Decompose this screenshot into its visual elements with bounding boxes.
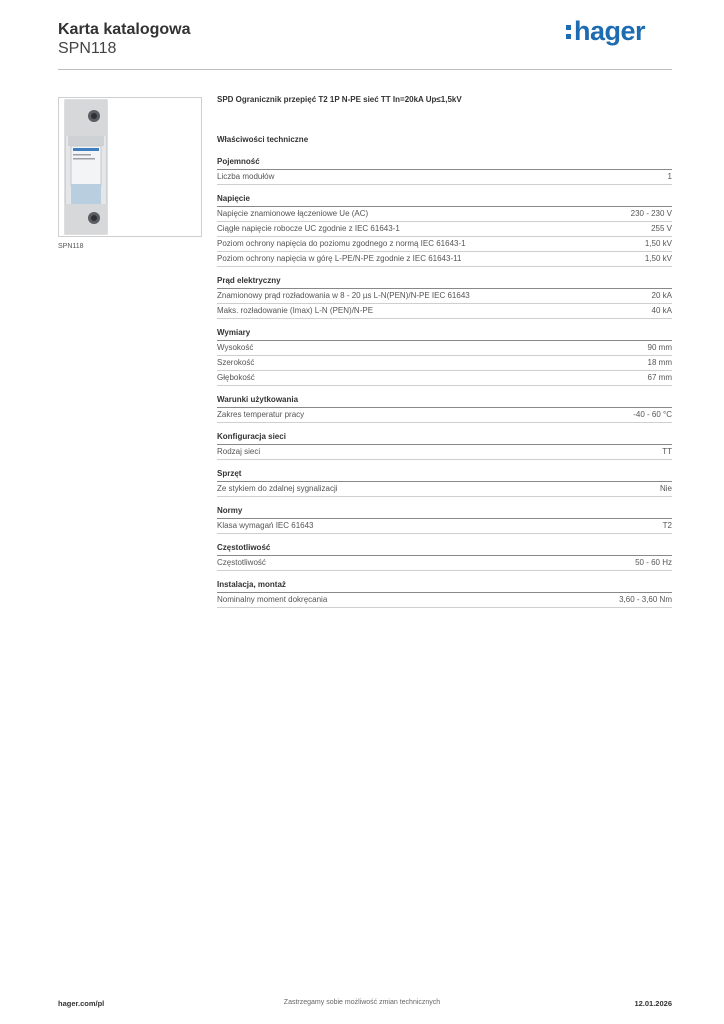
property-label: Maks. rozładowanie (Imax) L-N (PEN)/N-PE	[217, 306, 374, 315]
property-label: Napięcie znamionowe łączeniowe Ue (AC)	[217, 209, 369, 218]
property-row	[217, 207, 672, 222]
product-image	[58, 97, 202, 237]
footer-website: hager.com/pl	[58, 999, 105, 1008]
technical-sheet	[217, 95, 672, 617]
section-title: Warunki użytkowania	[217, 395, 672, 408]
product-code: SPN118	[58, 40, 117, 57]
property-row	[217, 445, 672, 460]
property-label: Znamionowy prąd rozładowania w 8 - 20 µs L-N(PEN)/N-PE IEC 61643	[217, 291, 470, 300]
property-row	[217, 252, 672, 267]
property-label: Nominalny moment dokręcania	[217, 595, 328, 604]
section-title: Instalacja, montaż	[217, 580, 672, 593]
section-title: Wymiary	[217, 328, 672, 341]
property-row	[217, 408, 672, 423]
property-label: Szerokość	[217, 358, 255, 367]
property-value: 230 - 230 V	[630, 209, 672, 218]
property-value: 255 V	[651, 224, 672, 233]
property-row	[217, 304, 672, 319]
property-section	[217, 395, 672, 423]
section-title: Sprzęt	[217, 469, 672, 482]
property-value: 90 mm	[647, 343, 672, 352]
property-row	[217, 341, 672, 356]
property-value: 67 mm	[647, 373, 672, 382]
property-value: 1,50 kV	[644, 254, 672, 263]
property-label: Wysokość	[217, 343, 254, 352]
property-label: Poziom ochrony napięcia w górę L-PE/N-PE zgodnie z IEC 61643-11	[217, 254, 462, 263]
logo-dots-icon	[566, 25, 572, 43]
property-value: 40 kA	[651, 306, 672, 315]
property-value: 3,60 - 3,60 Nm	[619, 595, 672, 604]
surge-protector-icon	[59, 98, 201, 236]
property-value: Nie	[659, 484, 672, 493]
property-section	[217, 469, 672, 497]
property-row	[217, 356, 672, 371]
property-row	[217, 593, 672, 608]
property-label: Ciągłe napięcie robocze UC zgodnie z IEC 61643-1	[217, 224, 400, 233]
property-section	[217, 328, 672, 386]
logo-text: hager	[574, 16, 646, 46]
property-label: Klasa wymagań IEC 61643	[217, 521, 314, 530]
property-label: Ze stykiem do zdalnej sygnalizacji	[217, 484, 338, 493]
property-value: 50 - 60 Hz	[635, 558, 672, 567]
footer-disclaimer: Zastrzegamy sobie możliwość zmian technicznych	[283, 999, 441, 1006]
property-section	[217, 194, 672, 267]
property-label: Zakres temperatur pracy	[217, 410, 305, 419]
section-title: Napięcie	[217, 194, 672, 207]
property-row	[217, 371, 672, 386]
property-label: Głębokość	[217, 373, 255, 382]
page-title: Karta katalogowa	[58, 21, 191, 38]
property-label: Rodzaj sieci	[217, 447, 261, 456]
property-row	[217, 519, 672, 534]
product-image-caption: SPN118	[58, 243, 84, 250]
property-label: Częstotliwość	[217, 558, 266, 567]
property-row	[217, 289, 672, 304]
property-value: 18 mm	[647, 358, 672, 367]
property-row	[217, 482, 672, 497]
section-title: Konfiguracja sieci	[217, 432, 672, 445]
property-value: -40 - 60 °C	[633, 410, 672, 419]
footer-date: 12.01.2026	[634, 999, 672, 1008]
property-section	[217, 276, 672, 319]
property-label: Poziom ochrony napięcia do poziomu zgodnego z normą IEC 61643-1	[217, 239, 466, 248]
property-value: 1,50 kV	[644, 239, 672, 248]
property-row	[217, 170, 672, 185]
property-row	[217, 222, 672, 237]
property-row	[217, 556, 672, 571]
property-value: T2	[662, 521, 672, 530]
section-title: Prąd elektryczny	[217, 276, 672, 289]
section-title: Częstotliwość	[217, 543, 672, 556]
product-name: SPD Ogranicznik przepięć T2 1P N-PE sieć TT In=20kA Up≤1,5kV	[217, 95, 462, 104]
property-label: Liczba modułów	[217, 172, 275, 181]
hager-logo	[566, 16, 645, 47]
property-section	[217, 506, 672, 534]
property-row	[217, 237, 672, 252]
property-value: 20 kA	[651, 291, 672, 300]
header-divider	[58, 69, 672, 70]
property-value: TT	[662, 447, 672, 456]
property-section	[217, 157, 672, 185]
property-section	[217, 580, 672, 608]
property-section	[217, 432, 672, 460]
property-value: 1	[667, 172, 672, 181]
properties-heading: Właściwości techniczne	[217, 135, 309, 144]
section-title: Pojemność	[217, 157, 672, 170]
properties-sections	[217, 157, 672, 608]
section-title: Normy	[217, 506, 672, 519]
property-section	[217, 543, 672, 571]
